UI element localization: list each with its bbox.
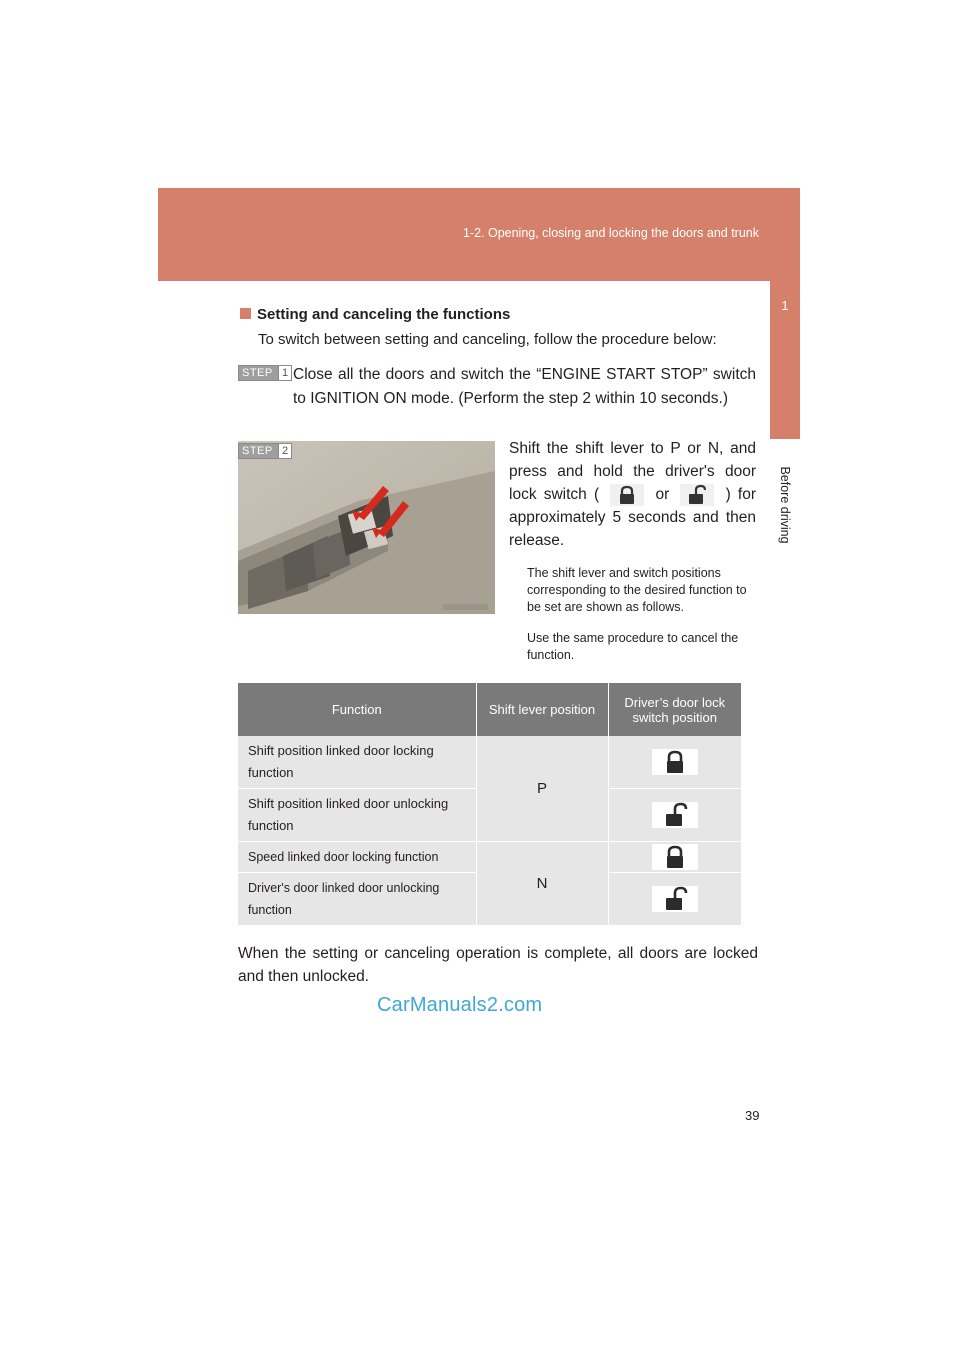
- unlock-icon: [680, 484, 714, 506]
- note-2: Use the same procedure to cancel the function.: [527, 631, 739, 662]
- function-name: Shift position linked door unlocking function: [238, 789, 476, 842]
- shift-position: P: [476, 736, 608, 842]
- header-function: Function: [238, 683, 476, 736]
- chapter-label: Before driving: [778, 466, 792, 544]
- function-name: Speed linked door locking function: [238, 842, 476, 873]
- header-switch-position: Driver’s door lock switch position: [608, 683, 741, 736]
- step-1-badge: [238, 365, 292, 381]
- unlock-icon: [652, 886, 698, 912]
- page-number: 39: [745, 1108, 760, 1123]
- lock-icon: [610, 484, 644, 506]
- table-row: [238, 842, 741, 873]
- switch-position-cell: [608, 842, 741, 873]
- step-2-or: or: [655, 486, 670, 503]
- step-word: STEP: [242, 445, 273, 457]
- switch-position-cell: [608, 873, 741, 926]
- section-heading-text: Setting and canceling the functions: [257, 306, 511, 323]
- closing-text: When the setting or canceling operation is complete, all doors are locked and then unlocked.: [238, 945, 758, 985]
- function-table: [238, 683, 741, 926]
- step-word: STEP: [242, 367, 273, 379]
- shift-position: N: [476, 842, 608, 926]
- intro-text: To switch between setting and canceling, follow the procedure below:: [258, 331, 717, 348]
- chapter-number: 1: [781, 298, 789, 313]
- step-2-text: [509, 437, 756, 552]
- watermark: CarManuals2.com: [377, 994, 543, 1016]
- step-2-badge: [238, 443, 292, 459]
- switch-position-cell: [608, 736, 741, 789]
- section-title: 1-2. Opening, closing and locking the doors and trunk: [462, 226, 759, 240]
- unlock-icon: [652, 802, 698, 828]
- chapter-label-container: [770, 440, 800, 570]
- step-1-text: Close all the doors and switch the “ENGINE START STOP” switch to IGNITION ON mode. (Perform the step 2 within 10 seconds.): [293, 366, 756, 407]
- step-number: 1: [278, 366, 291, 380]
- function-name: Driver's door linked door unlocking function: [238, 873, 476, 926]
- header-band: [158, 188, 799, 281]
- step-2-text-after: ) for approximately 5 seconds and then release.: [509, 486, 757, 549]
- header-shift-position: Shift lever position: [476, 683, 608, 736]
- step-2-text-before: Shift the shift lever to P or N, and press and hold the driver's door lock switch (: [509, 440, 756, 503]
- step-number: 2: [278, 444, 291, 458]
- chapter-tab: [770, 188, 800, 439]
- section-heading: [240, 306, 510, 323]
- table-row: [238, 736, 741, 789]
- lock-icon: [652, 749, 698, 775]
- switch-position-cell: [608, 789, 741, 842]
- note-1: The shift lever and switch positions corresponding to the desired function to be set are shown as follows.: [527, 566, 747, 614]
- lock-icon: [652, 844, 698, 870]
- function-name: Shift position linked door locking function: [238, 736, 476, 789]
- door-switch-photo: [238, 441, 495, 614]
- square-bullet-icon: [240, 308, 251, 319]
- door-panel-illustration: [238, 441, 495, 614]
- table-header-row: [238, 683, 741, 736]
